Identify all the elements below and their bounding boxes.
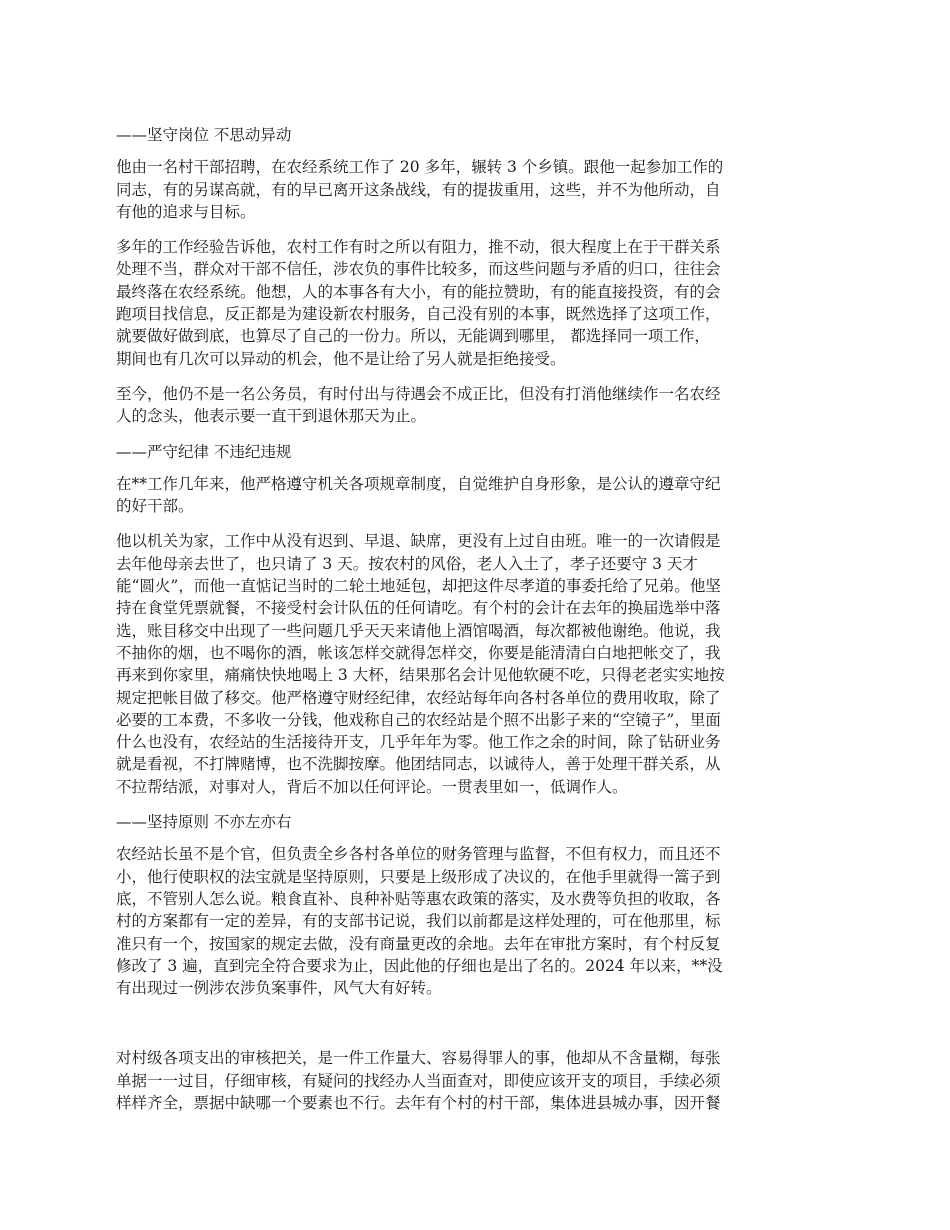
text-line: 农经站长虽不是个官，但负责全乡各村各单位的财务管理与监督，不但有权力，而且还不: [116, 845, 721, 864]
section-heading: [116, 124, 840, 146]
text-line: 至今，他仍不是一名公务员，有时付出与待遇会不成正比，但没有打消他继续作一名农经: [116, 384, 721, 403]
text-line: 再来到你家里，痛痛快快地喝上 3 大杯，结果那名会计见他软硬不吃，只得老老实实地按: [116, 666, 725, 685]
text-line: 选，账目移交中出现了一些问题几乎天天来请他上酒馆喝酒，每次都被他谢绝。他说，我: [116, 621, 721, 640]
text-line: 他以机关为家，工作中从没有迟到、早退、缺席，更没有上过自由班。唯一的一次请假是: [116, 532, 721, 551]
text-line: 人的念头，他表示要一直干到退休那天为止。: [116, 407, 427, 426]
paragraph: [116, 156, 840, 223]
text-line: 期间也有几次可以异动的机会，他不是让给了另人就是拒绝接受。: [116, 349, 566, 368]
text-line: 多年的工作经验告诉他，农村工作有时之所以有阻力，推不动，很大程度上在于干群关系: [116, 238, 721, 257]
text-line: 就是看视，不打牌赌博，也不洗脚按摩。他团结同志，以诚待人，善于处理干群关系，从: [116, 755, 721, 774]
text-line: 同志，有的另谋高就，有的早已离开这条战线，有的提拔重用，这些，并不为他所动，自: [116, 180, 721, 199]
text-line: 小，他行使职权的法宝就是坚持原则，只要是上级形成了决议的，在他手里就得一篙子到: [116, 867, 721, 886]
text-line: 村的方案都有一定的差异，有的支部书记说，我们以前都是这样处理的，可在他那里，标: [116, 912, 721, 931]
text-line: 就要做好做到底，也算尽了自己的一份力。所以，无能调到哪里， 都选择同一项工作，: [116, 327, 710, 346]
paragraph: [116, 473, 840, 518]
section-heading: [116, 441, 840, 463]
paragraph: [116, 1047, 840, 1114]
text-line: 他由一名村干部招聘，在农经系统工作了 20 多年，辗转 3 个乡镇。跟他一起参加工作的: [116, 158, 724, 177]
section-gap: [116, 1012, 840, 1047]
text-line: 处理不当，群众对干部不信任，涉农负的事件比较多，而这些问题与矛盾的归口，往往会: [116, 260, 721, 279]
text-line: 底，不管别人怎么说。粮食直补、良种补贴等惠农政策的落实，及水费等负担的收取，各: [116, 889, 721, 908]
text-line: 跑项目找信息，反正都是为建设新农村服务，自己没有别的本事，既然选择了这项工作，: [116, 305, 721, 324]
paragraph: [116, 236, 840, 370]
paragraph: [116, 383, 840, 428]
text-line: 有他的追求与目标。: [116, 202, 256, 221]
text-line: 准只有一个，按国家的规定去做，没有商量更改的余地。去年在审批方案时，有个村反复: [116, 934, 721, 953]
text-line: 最终落在农经系统。他想，人的本事各有大小，有的能拉赞助，有的能直接投资，有的会: [116, 282, 721, 301]
text-line: 去年他母亲去世了，也只请了 3 天。按农村的风俗，老人入土了，孝子还要守 3 天才: [116, 554, 698, 573]
text-line: 的好干部。: [116, 497, 194, 516]
text-line: 对村级各项支出的审核把关，是一件工作量大、容易得罪人的事，他却从不含量糊，每张: [116, 1049, 721, 1068]
text-line: 规定把帐目做了移交。他严格遵守财经纪律，农经站每年向各村各单位的费用收取，除了: [116, 688, 721, 707]
text-line: 什么也没有，农经站的生活接待开支，几乎年年为零。他工作之余的时间，除了钻研业务: [116, 733, 721, 752]
text-line: 持在食堂凭票就餐，不接受村会计队伍的任何请吃。有个村的会计在去年的换届选举中落: [116, 599, 721, 618]
paragraph: [116, 530, 840, 798]
section-heading: [116, 811, 840, 833]
text-line: ——坚守岗位 不思动异动: [116, 126, 292, 144]
text-line: 不抽你的烟，也不喝你的酒，帐该怎样交就得怎样交，你要是能清清白白地把帐交了，我: [116, 643, 721, 662]
text-line: 单据一一过目，仔细审核，有疑问的找经办人当面查对，即使应该开支的项目，手续必须: [116, 1071, 721, 1090]
paragraph: [116, 843, 840, 999]
text-line: 有出现过一例涉农涉负案事件，风气大有好转。: [116, 979, 442, 998]
text-line: 能“圆火”，而他一直惦记当时的二轮土地延包，却把这件尽孝道的事委托给了兄弟。他坚: [116, 577, 721, 596]
text-line: 修改了 3 遍，直到完全符合要求为止，因此他的仔细也是出了名的。2024 年以来，**没: [116, 956, 723, 975]
text-line: 在**工作几年来，他严格遵守机关各项规章制度，自觉维护自身形象，是公认的遵章守纪: [116, 474, 721, 493]
text-line: 不拉帮结派，对事对人，背后不加以任何评论。一贯表里如一，低调作人。: [116, 777, 628, 796]
text-line: 样样齐全，票据中缺哪一个要素也不行。去年有个村的村干部，集体进县城办事，因开餐: [116, 1093, 721, 1112]
text-line: ——坚持原则 不亦左亦右: [116, 813, 292, 832]
document-body: [116, 124, 840, 1127]
text-line: ——严守纪律 不违纪违规: [116, 442, 292, 461]
text-line: 必要的工本费，不多收一分钱，他戏称自己的农经站是个照不出影子来的“空镜子”，里面: [116, 710, 721, 729]
